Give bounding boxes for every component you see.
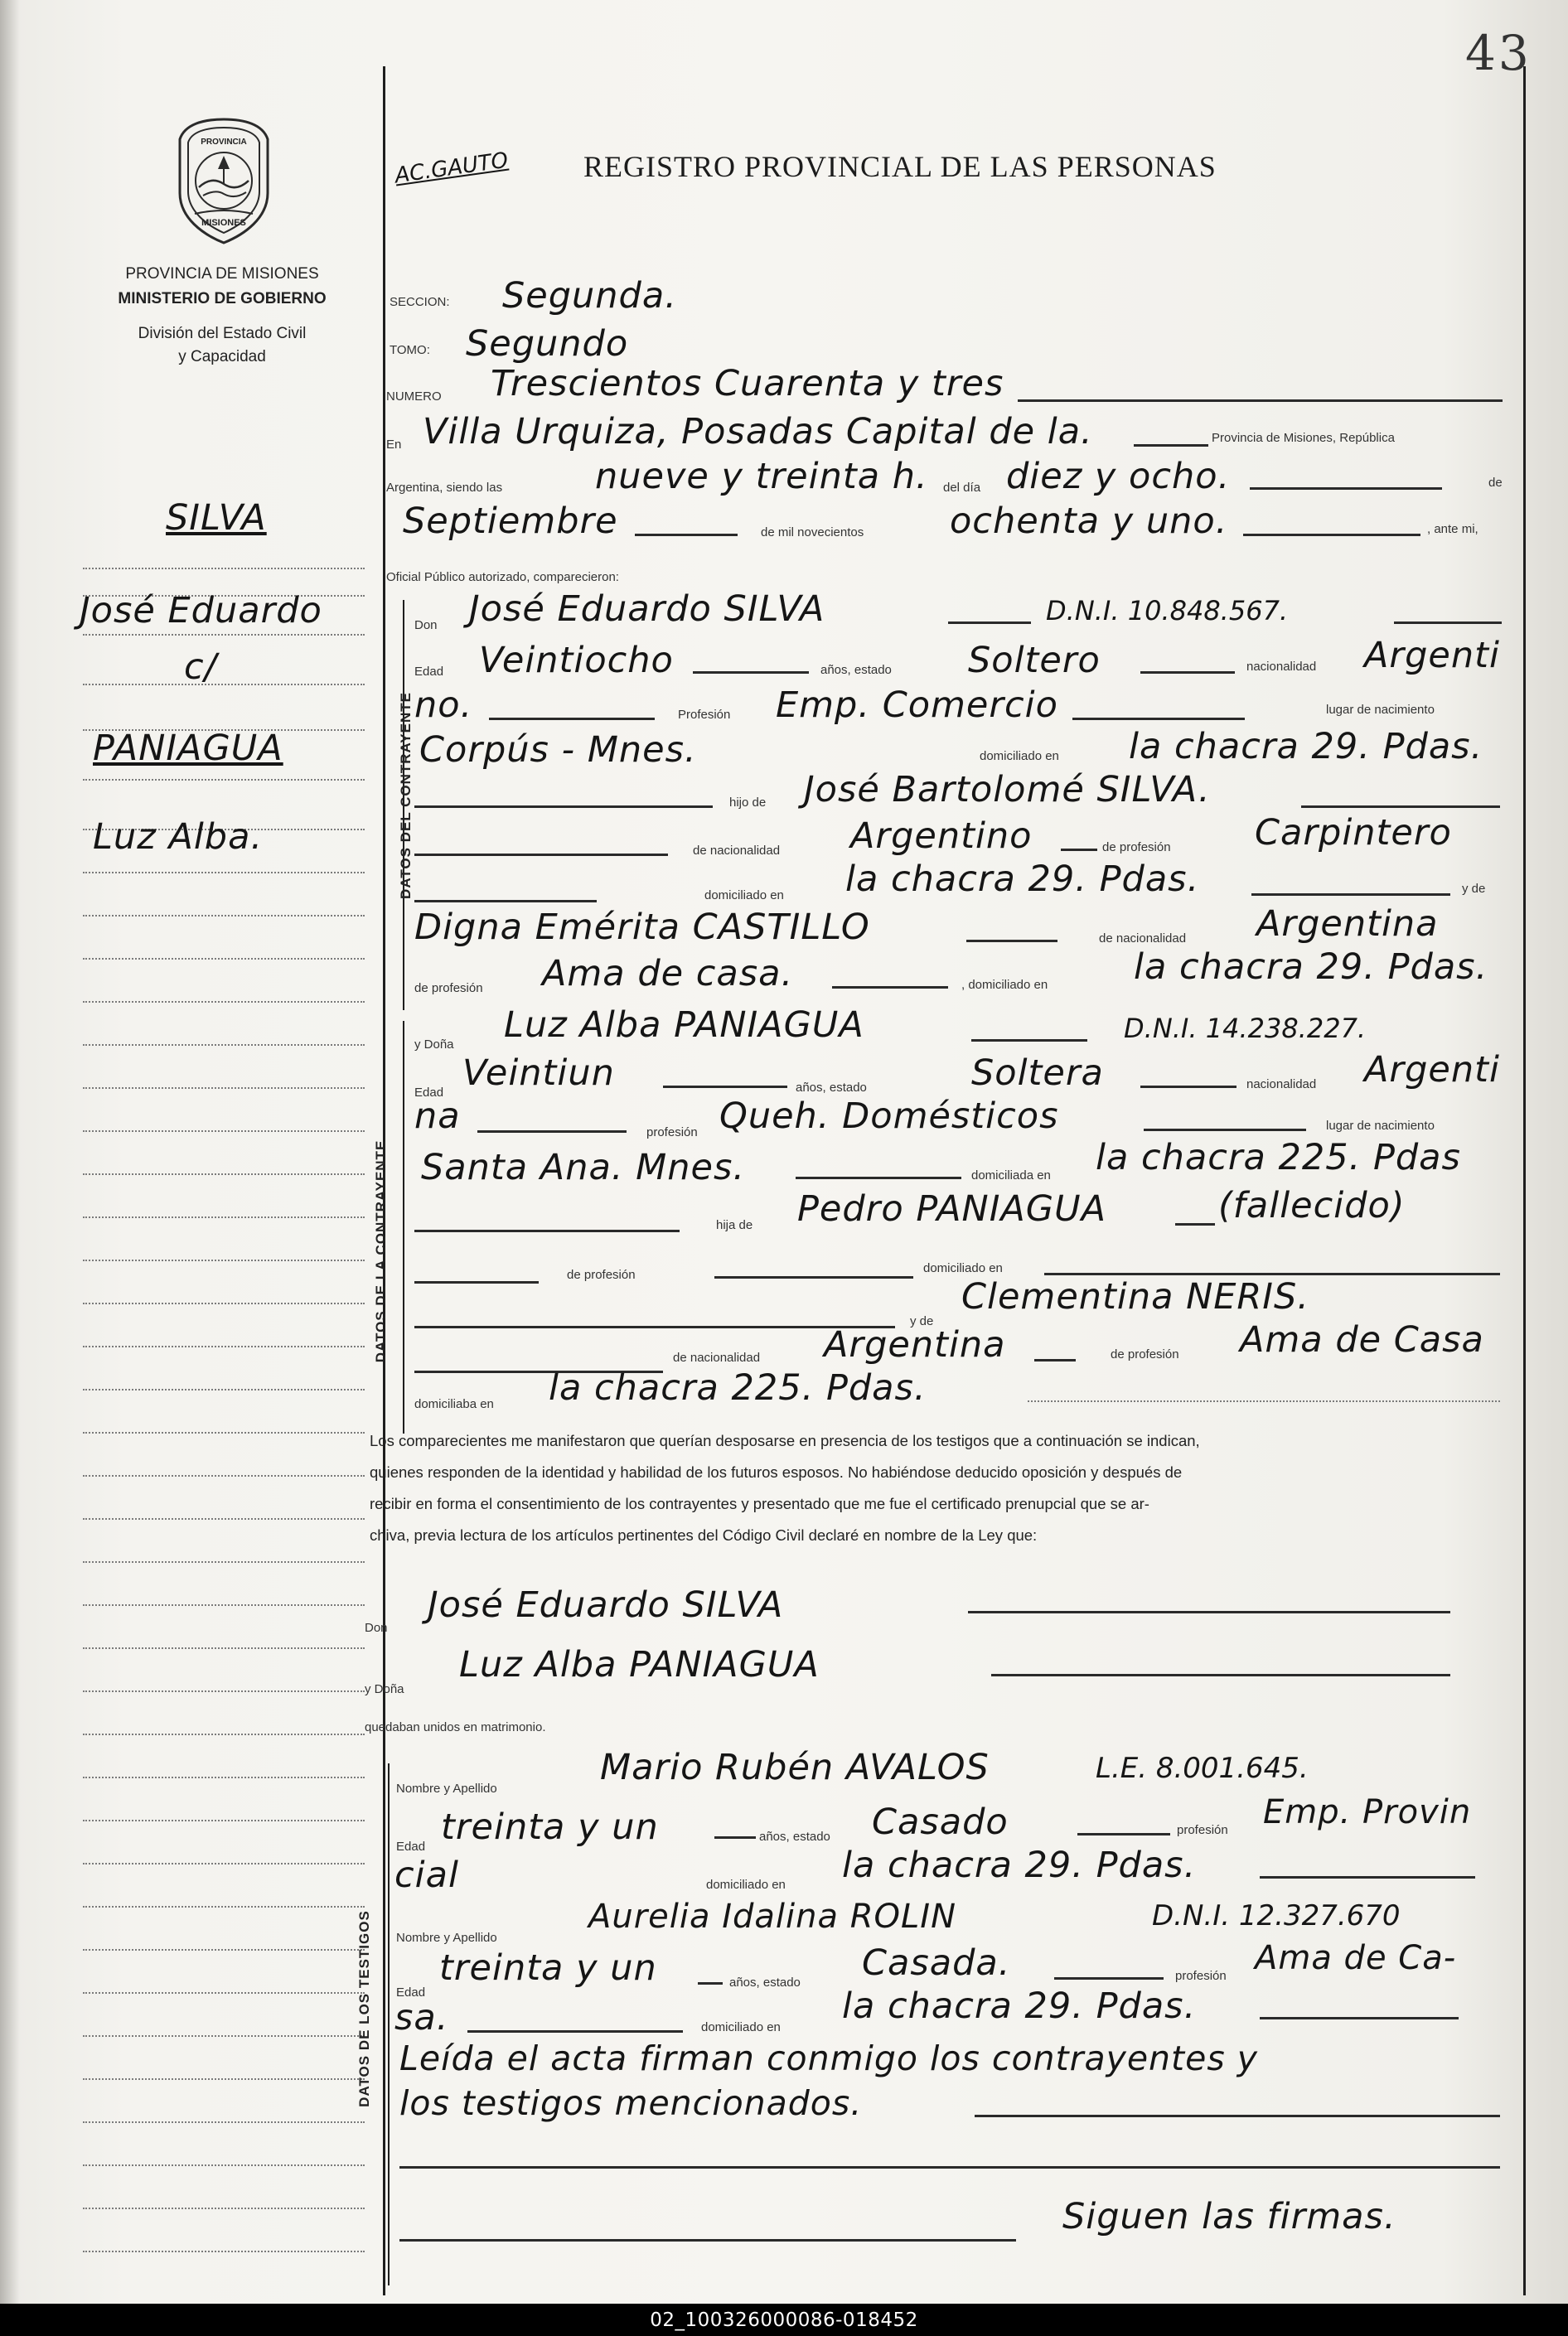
fill-line xyxy=(1034,1359,1076,1361)
domiciliada-label: domiciliada en xyxy=(971,1168,1051,1183)
de-mil-label: de mil novecientos xyxy=(761,525,864,539)
t1-profesion-a: Emp. Provin xyxy=(1263,1793,1472,1831)
fill-line xyxy=(968,1611,1450,1613)
margin-line xyxy=(83,1777,365,1778)
fill-line xyxy=(1394,621,1502,624)
crest-bottom-text: MISIONES xyxy=(201,218,246,228)
c2-lugar: Santa Ana. Mnes. xyxy=(421,1147,746,1188)
madre-profesion-label: de profesión xyxy=(414,981,483,995)
margin-surname-2: PANIAGUA xyxy=(93,728,283,769)
de-nacionalidad-label: de nacionalidad xyxy=(693,844,781,858)
c2-madre-profesion: Ama de Casa xyxy=(1240,1319,1484,1361)
padre-domiciliado-label: domiciliado en xyxy=(704,888,784,902)
margin-line xyxy=(83,779,365,781)
fill-line xyxy=(1250,487,1442,490)
margin-line xyxy=(83,872,365,873)
c1-madre: Digna Emérita CASTILLO xyxy=(414,907,870,948)
c1-edad: Veintiocho xyxy=(479,640,674,681)
y-de-label: y de xyxy=(1462,882,1486,896)
t1-profesion-b: cial xyxy=(394,1855,459,1896)
margin-line xyxy=(83,1518,365,1520)
margin-line xyxy=(83,1303,365,1304)
c2-domicilio: la chacra 225. Pdas xyxy=(1096,1137,1461,1178)
nacionalidad-label: nacionalidad xyxy=(1246,660,1317,674)
de-label: de xyxy=(1488,476,1503,490)
en-value: Villa Urquiza, Posadas Capital de la. xyxy=(423,411,1093,452)
closing-note-line-1: Leída el acta firman conmigo los contrayentes y xyxy=(399,2039,1259,2078)
margin-line xyxy=(83,684,365,685)
scan-id: 02_100326000086-018452 xyxy=(650,2309,918,2331)
fill-line xyxy=(399,2166,1500,2169)
fill-line xyxy=(1134,444,1208,447)
c2-dni: D.N.I. 14.238.227. xyxy=(1124,1013,1367,1044)
fill-line xyxy=(1077,1833,1170,1835)
margin-line xyxy=(83,1173,365,1175)
c2-madre-domicilio: la chacra 225. Pdas. xyxy=(549,1367,927,1409)
fill-line xyxy=(698,1982,723,1985)
seccion-value: Segunda. xyxy=(502,275,677,317)
madre-profesion-label: de profesión xyxy=(1111,1347,1179,1361)
fill-line xyxy=(796,1177,961,1179)
fill-line xyxy=(414,1281,539,1284)
fill-line xyxy=(1054,1977,1164,1980)
c2-padre-nota: (fallecido) xyxy=(1218,1185,1406,1226)
margin-line xyxy=(83,1475,365,1477)
tomo-label: TOMO: xyxy=(390,343,430,357)
margin-line xyxy=(83,1734,365,1735)
fill-line xyxy=(966,940,1057,942)
profesion-label: profesión xyxy=(1175,1969,1227,1983)
c2-nacionalidad-a: Argenti xyxy=(1364,1049,1500,1091)
margin-connector: c/ xyxy=(184,646,218,688)
t1-domicilio: la chacra 29. Pdas. xyxy=(842,1845,1197,1886)
fill-line xyxy=(635,534,738,536)
fill-line xyxy=(467,2030,683,2033)
de-profesion-label: de profesión xyxy=(1102,840,1171,854)
closing-note-line-2: los testigos mencionados. xyxy=(399,2083,863,2123)
page-number: 43 xyxy=(1465,25,1532,81)
fill-line xyxy=(991,1674,1450,1676)
edad-label: Edad xyxy=(396,1985,426,2000)
fill-line xyxy=(948,621,1031,624)
hora-value: nueve y treinta h. xyxy=(595,456,928,497)
margin-surname-1: SILVA xyxy=(166,497,267,539)
margin-line xyxy=(83,2078,365,2080)
registrar-annotation: AC.GAUTO xyxy=(393,148,510,189)
fill-line xyxy=(1301,805,1500,808)
margin-line xyxy=(83,1604,365,1606)
margin-line xyxy=(83,1216,365,1218)
c2-edad: Veintiun xyxy=(462,1052,615,1094)
fill-line xyxy=(414,805,713,808)
hijo-de-label: hijo de xyxy=(729,796,767,810)
fill-line xyxy=(414,900,597,902)
profesion-label: profesión xyxy=(646,1125,698,1139)
margin-given-name-1: José Eduardo xyxy=(80,590,322,631)
fill-line xyxy=(1251,893,1450,896)
edad-label: Edad xyxy=(414,1086,444,1100)
c1-padre-profesion: Carpintero xyxy=(1255,812,1452,854)
t1-estado: Casado xyxy=(872,1802,1009,1843)
margin-line xyxy=(83,1044,365,1046)
province-heading: PROVINCIA DE MISIONES xyxy=(125,265,319,283)
anos-estado-label: años, estado xyxy=(729,1976,801,1990)
provincial-crest-icon xyxy=(170,114,278,247)
domiciliado-label: domiciliado en xyxy=(701,2020,781,2034)
c1-madre-domicilio: la chacra 29. Pdas. xyxy=(1134,946,1488,988)
madre-domiciliaba-label: domiciliaba en xyxy=(414,1397,494,1411)
profesion-label: profesión xyxy=(1177,1823,1228,1837)
t1-name: Mario Rubén AVALOS xyxy=(600,1747,990,1788)
fill-line xyxy=(693,671,809,674)
t1-doc: L.E. 8.001.645. xyxy=(1096,1752,1309,1785)
margin-given-name-2: Luz Alba. xyxy=(93,816,264,858)
margin-line xyxy=(83,1820,365,1821)
declaration-don-value: José Eduardo SILVA xyxy=(428,1584,784,1626)
provincia-text: Provincia de Misiones, República xyxy=(1212,431,1395,445)
fill-line xyxy=(714,1836,756,1839)
anos-estado-label: años, estado xyxy=(759,1830,830,1844)
mes-value: Septiembre xyxy=(403,501,618,542)
margin-line xyxy=(83,1992,365,1994)
margin-line xyxy=(83,1647,365,1649)
t2-domicilio: la chacra 29. Pdas. xyxy=(842,1985,1197,2027)
c1-dni: D.N.I. 10.848.567. xyxy=(1046,595,1289,626)
margin-line xyxy=(83,1346,365,1347)
nacionalidad-label: nacionalidad xyxy=(1246,1077,1317,1091)
del-dia-label: del día xyxy=(943,481,981,495)
division-heading-1: División del Estado Civil xyxy=(138,325,307,342)
lugar-nacimiento-label: lugar de nacimiento xyxy=(1326,703,1435,717)
fill-line xyxy=(663,1086,787,1088)
c1-padre: José Bartolomé SILVA. xyxy=(804,769,1211,810)
t1-edad: treinta y un xyxy=(441,1806,659,1848)
margin-line xyxy=(83,1432,365,1434)
c2-estado: Soltera xyxy=(971,1052,1104,1094)
c1-padre-domicilio: la chacra 29. Pdas. xyxy=(845,858,1200,900)
profesion-label: Profesión xyxy=(678,708,731,722)
declaration-line-4: chiva, previa lectura de los artículos pertinentes del Código Civil declaré en nombre de la Ley que: xyxy=(370,1526,1038,1544)
margin-line xyxy=(83,1130,365,1132)
margin-line xyxy=(83,1561,365,1563)
numero-label: NUMERO xyxy=(386,389,442,404)
testigos-section-label: DATOS DE LOS TESTIGOS xyxy=(356,1910,372,2107)
domiciliado-label: domiciliado en xyxy=(706,1878,786,1892)
margin-line xyxy=(83,1863,365,1864)
page-edge-shadow xyxy=(0,0,20,2304)
don-label: Don xyxy=(365,1621,388,1635)
contrayente-1-section-label: DATOS DEL CONTRAYENTE xyxy=(398,692,414,899)
hija-de-label: hija de xyxy=(716,1218,753,1232)
c2-profesion: Queh. Domésticos xyxy=(719,1095,1059,1137)
c1-estado: Soltero xyxy=(968,640,1101,681)
fill-line xyxy=(414,1230,680,1232)
nombre-apellido-label: Nombre y Apellido xyxy=(396,1782,497,1796)
c1-padre-nacionalidad: Argentino xyxy=(850,815,1033,857)
margin-line xyxy=(83,2208,365,2209)
division-heading-2: y Capacidad xyxy=(178,348,266,365)
margin-line xyxy=(83,2121,365,2123)
section-rule xyxy=(403,1021,404,1434)
c1-madre-profesion: Ama de casa. xyxy=(542,953,794,994)
fill-line xyxy=(1140,671,1235,674)
fill-line xyxy=(399,2239,1016,2242)
margin-line xyxy=(83,1087,365,1089)
c2-madre-nacionalidad: Argentina xyxy=(824,1324,1006,1366)
seccion-label: SECCION: xyxy=(390,295,450,309)
fill-line xyxy=(477,1130,627,1133)
edad-label: Edad xyxy=(396,1840,426,1854)
t2-name: Aurelia Idalina ROLIN xyxy=(588,1898,957,1936)
numero-value: Trescientos Cuarenta y tres xyxy=(491,363,1004,404)
section-rule xyxy=(388,1763,390,2285)
dona-label: y Doña xyxy=(365,1682,404,1696)
t2-estado: Casada. xyxy=(862,1942,1011,1984)
fill-line xyxy=(414,854,668,856)
document-title: REGISTRO PROVINCIAL DE LAS PERSONAS xyxy=(583,150,1217,183)
declaration-line-2: quienes responden de la identidad y habilidad de los futuros esposos. No habiéndose deducido oposición y después de xyxy=(370,1463,1183,1481)
c1-lugar: Corpús - Mnes. xyxy=(419,729,697,771)
margin-line xyxy=(83,568,365,569)
margin-line xyxy=(83,634,365,636)
padre-domiciliado-label: domiciliado en xyxy=(923,1261,1003,1275)
c1-profesion: Emp. Comercio xyxy=(776,684,1058,726)
fill-line xyxy=(1044,1273,1500,1275)
declaration-line-1: Los comparecientes me manifestaron que querían desposarse en presencia de los testigos que a continuación se indican, xyxy=(370,1432,1200,1449)
fill-line xyxy=(1144,1129,1306,1131)
c2-padre: Pedro PANIAGUA xyxy=(797,1188,1107,1230)
declaration-dona-value: Luz Alba PANIAGUA xyxy=(459,1644,820,1685)
fill-line xyxy=(1028,1400,1500,1402)
fill-line xyxy=(489,718,655,720)
fill-line xyxy=(1243,534,1420,536)
fill-line xyxy=(1175,1223,1215,1226)
margin-line xyxy=(83,1260,365,1261)
margin-line xyxy=(83,2164,365,2166)
scan-footer-bar xyxy=(0,2304,1568,2336)
t2-profesion-a: Ama de Ca- xyxy=(1255,1939,1457,1977)
fill-line xyxy=(1260,1876,1475,1879)
domiciliado-label: domiciliado en xyxy=(980,749,1059,763)
nombre-apellido-label: Nombre y Apellido xyxy=(396,1931,497,1945)
ante-mi-label: , ante mi, xyxy=(1427,522,1478,536)
anio-value: ochenta y uno. xyxy=(950,501,1228,542)
madre-nacionalidad-label: de nacionalidad xyxy=(673,1351,761,1365)
tomo-value: Segundo xyxy=(466,323,629,365)
declaration-line-3: recibir en forma el consentimiento de los contrayentes y presentado que me fue el certificado prenupcial que se ar- xyxy=(370,1495,1149,1512)
madre-domiciliado-label: , domiciliado en xyxy=(961,978,1048,992)
en-label: En xyxy=(386,438,402,452)
signatures-note: Siguen las firmas. xyxy=(1062,2196,1396,2237)
dia-value: diez y ocho. xyxy=(1006,456,1231,497)
fill-line xyxy=(414,1326,895,1328)
c2-name: Luz Alba PANIAGUA xyxy=(504,1004,864,1046)
c1-name: José Eduardo SILVA xyxy=(469,588,825,630)
margin-line xyxy=(83,1389,365,1390)
margin-line xyxy=(83,2251,365,2252)
fill-line xyxy=(1072,718,1245,720)
dona-label: y Doña xyxy=(414,1037,454,1052)
t2-profesion-b: sa. xyxy=(394,1997,449,2039)
fill-line xyxy=(1140,1086,1236,1088)
margin-line xyxy=(83,2035,365,2037)
c1-nacionalidad-b: no. xyxy=(414,684,473,726)
t2-edad: treinta y un xyxy=(439,1947,657,1989)
margin-line xyxy=(83,1906,365,1908)
margin-line xyxy=(83,958,365,960)
padre-profesion-label: de profesión xyxy=(567,1268,636,1282)
fill-line xyxy=(714,1276,913,1279)
fill-line xyxy=(1018,399,1503,402)
ministry-heading: MINISTERIO DE GOBIERNO xyxy=(118,290,327,307)
c1-domicilio: la chacra 29. Pdas. xyxy=(1129,726,1483,767)
anos-estado-label: años, estado xyxy=(820,663,892,677)
margin-line xyxy=(83,1001,365,1003)
t2-doc: D.N.I. 12.327.670 xyxy=(1152,1899,1401,1932)
fill-line xyxy=(975,2115,1500,2117)
c1-nacionalidad-a: Argenti xyxy=(1364,635,1500,676)
fill-line xyxy=(832,986,948,989)
fill-line xyxy=(1061,849,1097,851)
oficial-label: Oficial Público autorizado, comparecieron: xyxy=(386,570,619,584)
fill-line xyxy=(971,1039,1087,1042)
argentina-label: Argentina, siendo las xyxy=(386,481,503,495)
margin-line xyxy=(83,1690,365,1692)
fill-line xyxy=(1260,2017,1459,2019)
margin-line xyxy=(83,1949,365,1951)
contrayente-2-section-label: DATOS DE LA CONTRAYENTE xyxy=(373,1139,389,1363)
don-label: Don xyxy=(414,618,438,632)
anos-estado-label: años, estado xyxy=(796,1081,867,1095)
c1-madre-nacionalidad: Argentina xyxy=(1256,903,1439,945)
edad-label: Edad xyxy=(414,665,444,679)
matrimonio-closing: quedaban unidos en matrimonio. xyxy=(365,1720,546,1734)
lugar-nacimiento-label: lugar de nacimiento xyxy=(1326,1119,1435,1133)
c2-nacionalidad-b: na xyxy=(414,1095,461,1137)
y-de-label: y de xyxy=(910,1314,934,1328)
margin-line xyxy=(83,915,365,917)
madre-nacionalidad-label: de nacionalidad xyxy=(1099,931,1187,946)
main-right-rule xyxy=(1523,66,1526,2295)
crest-top-text: PROVINCIA xyxy=(201,138,247,147)
c2-madre: Clementina NERIS. xyxy=(961,1276,1309,1318)
